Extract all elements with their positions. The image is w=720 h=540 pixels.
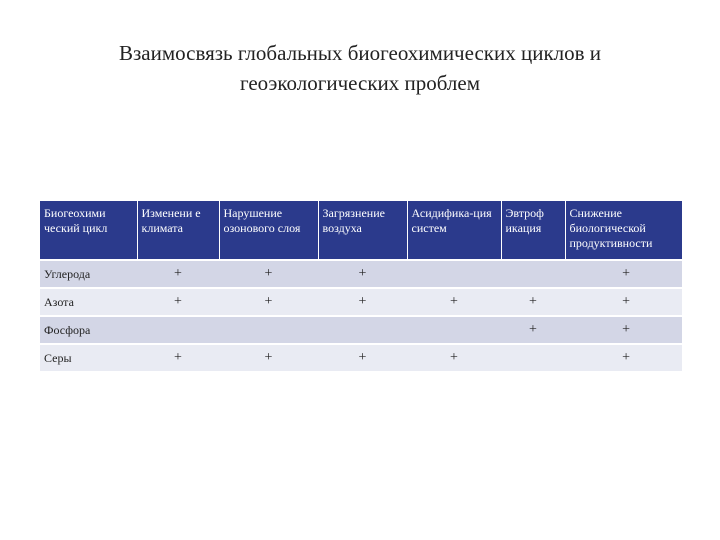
table-cell: + <box>501 316 565 344</box>
table-cell: + <box>219 260 318 288</box>
table-header-row <box>40 201 682 260</box>
table-cell: + <box>219 288 318 316</box>
row-label: Азота <box>40 288 137 316</box>
table-cell <box>501 344 565 371</box>
table-cell <box>219 316 318 344</box>
table-cell: + <box>565 288 682 316</box>
table-cell: + <box>565 344 682 371</box>
table-cell: + <box>318 288 407 316</box>
table-cell <box>318 316 407 344</box>
header-ozone-depletion: Нарушение озонового слоя <box>219 201 318 260</box>
slide-title <box>60 38 660 98</box>
row-label: Фосфора <box>40 316 137 344</box>
table-cell: + <box>318 260 407 288</box>
header-cycle: Биогеохими ческий цикл <box>40 201 137 260</box>
table-cell: + <box>318 344 407 371</box>
row-label: Серы <box>40 344 137 371</box>
table-cell <box>407 260 501 288</box>
table-cell: + <box>407 344 501 371</box>
table-cell <box>407 316 501 344</box>
header-air-pollution: Загрязнение воздуха <box>318 201 407 260</box>
table-cell: + <box>407 288 501 316</box>
table-row <box>40 288 682 316</box>
cycles-table <box>40 201 683 371</box>
table-cell: + <box>137 288 219 316</box>
slide-title-line-2: геоэкологических проблем <box>239 71 481 95</box>
table-cell <box>501 260 565 288</box>
table-cell: + <box>137 344 219 371</box>
row-label: Углерода <box>40 260 137 288</box>
table-row <box>40 260 682 288</box>
table-row <box>40 316 682 344</box>
table-cell: + <box>565 316 682 344</box>
table-cell: + <box>137 260 219 288</box>
header-productivity-decline: Снижение биологической продуктивности <box>565 201 682 260</box>
header-eutrophication: Эвтроф икация <box>501 201 565 260</box>
slide-title-line-1: Взаимосвязь глобальных биогеохимических циклов и <box>118 41 602 65</box>
table-cell: + <box>565 260 682 288</box>
table-row <box>40 344 682 371</box>
table-cell: + <box>219 344 318 371</box>
table-cell <box>137 316 219 344</box>
table-cell: + <box>501 288 565 316</box>
header-climate-change: Изменени е климата <box>137 201 219 260</box>
header-acidification: Асидифика-ция систем <box>407 201 501 260</box>
